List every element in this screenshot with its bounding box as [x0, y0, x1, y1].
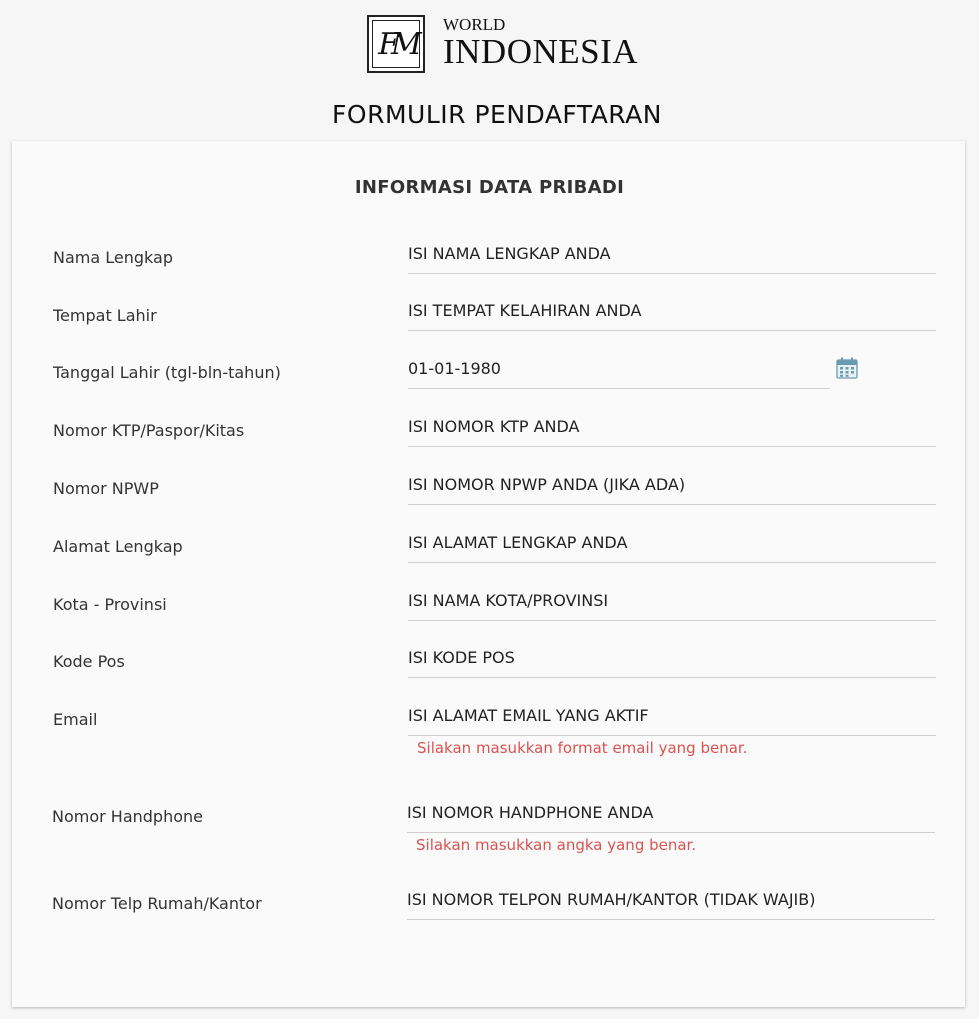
- kodepos-label: Kode Pos: [53, 652, 125, 671]
- npwp-field: [408, 470, 936, 505]
- email-error: Silakan masukkan format email yang benar.: [417, 739, 748, 757]
- hp-label: Nomor Handphone: [52, 807, 203, 826]
- alamat-label: Alamat Lengkap: [53, 537, 183, 556]
- logo-monogram: FM: [378, 27, 414, 62]
- npwp-label: Nomor NPWP: [53, 479, 159, 498]
- tempat-field: [408, 296, 936, 331]
- alamat-field: [408, 528, 936, 563]
- tempat-input[interactable]: [408, 296, 936, 326]
- nama-label: Nama Lengkap: [53, 248, 173, 267]
- kota-input[interactable]: [408, 586, 936, 616]
- hp-error: Silakan masukkan angka yang benar.: [416, 836, 697, 854]
- nama-field: [408, 239, 936, 274]
- telp-label: Nomor Telp Rumah/Kantor: [52, 894, 262, 913]
- kodepos-input[interactable]: [408, 643, 936, 673]
- registration-form-card: [12, 141, 965, 1007]
- page-title: FORMULIR PENDAFTARAN: [332, 100, 662, 129]
- logo-text-big: INDONESIA: [443, 32, 639, 71]
- ktp-field: [408, 412, 936, 447]
- tanggal-field: [408, 354, 830, 389]
- hp-field: [407, 798, 935, 833]
- telp-input[interactable]: [407, 885, 935, 915]
- header: [0, 0, 979, 140]
- email-field: [408, 701, 936, 736]
- tanggal-input[interactable]: [408, 354, 830, 384]
- tanggal-label: Tanggal Lahir (tgl-bln-tahun): [53, 363, 281, 382]
- kota-label: Kota - Provinsi: [53, 595, 167, 614]
- logo-monogram-icon: [367, 15, 425, 73]
- ktp-label: Nomor KTP/Paspor/Kitas: [53, 421, 245, 440]
- section-title: INFORMASI DATA PRIBADI: [354, 177, 625, 198]
- kodepos-field: [408, 643, 936, 678]
- logo-text: [443, 15, 639, 71]
- nama-input[interactable]: [408, 239, 936, 269]
- telp-field: [407, 885, 935, 920]
- tempat-label: Tempat Lahir: [53, 306, 157, 325]
- kota-field: [408, 586, 936, 621]
- calendar-icon[interactable]: [836, 357, 858, 379]
- logo-text-small: WORLD: [443, 15, 506, 34]
- ktp-input[interactable]: [408, 412, 936, 442]
- alamat-input[interactable]: [408, 528, 936, 558]
- email-input[interactable]: [408, 701, 936, 731]
- hp-input[interactable]: [407, 798, 935, 828]
- brand-logo[interactable]: [367, 13, 638, 75]
- email-label: Email: [53, 710, 98, 729]
- npwp-input[interactable]: [408, 470, 936, 500]
